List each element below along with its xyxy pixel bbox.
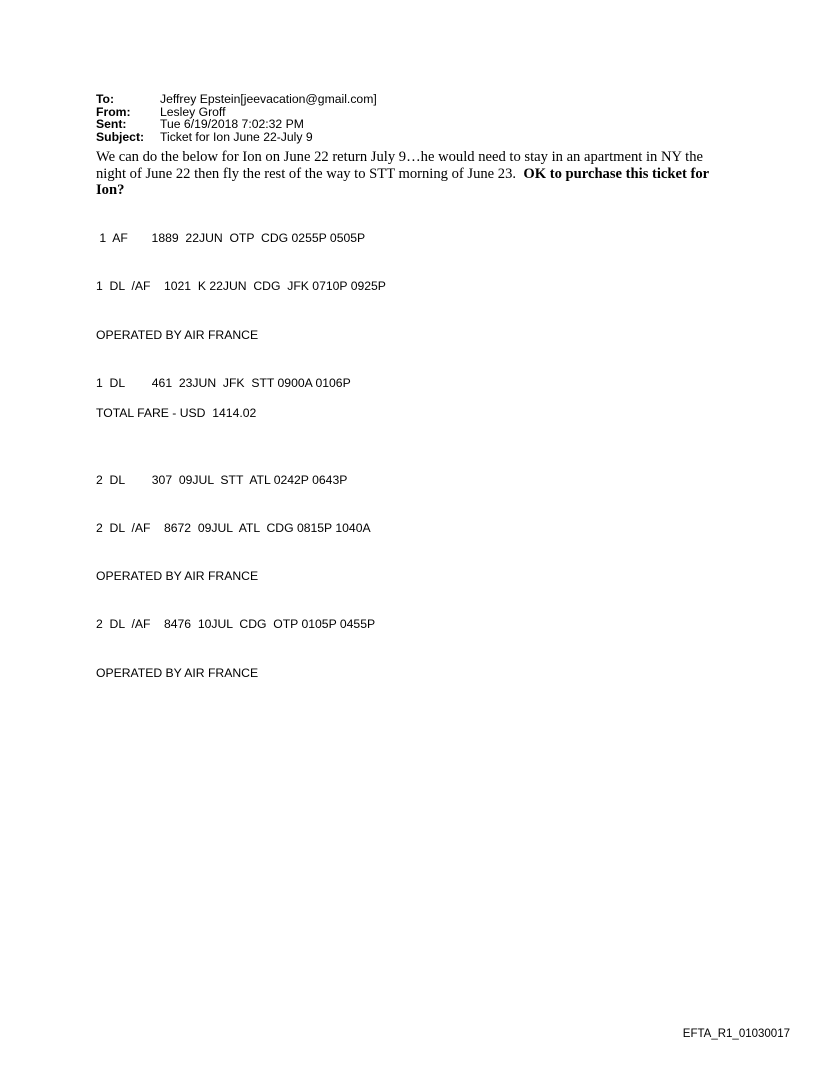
header-to (96, 93, 377, 106)
header-label: Subject: (96, 129, 145, 144)
header-label: Sent: (96, 117, 127, 132)
itinerary-line: 1 DL /AF 1021 K 22JUN CDG JFK 0710P 0925P (96, 279, 386, 294)
header-subject (96, 131, 377, 144)
itinerary-line: 1 DL 461 23JUN JFK STT 0900A 0106P (96, 376, 351, 391)
body-text: We can do the below for Ion on June 22 return July 9…he would need to stay in an apartment in NY the night of June 22 then fly the rest of the way to STT morning of June 23. (96, 149, 704, 182)
header-value: Lesley Groff (160, 104, 226, 119)
total-fare: TOTAL FARE - USD 1414.02 (96, 406, 257, 420)
header-value: Jeffrey Epstein[jeevacation@gmail.com] (160, 92, 377, 106)
itinerary-line: 2 DL 307 09JUL STT ATL 0242P 0643P (96, 472, 348, 487)
email-body (96, 149, 736, 199)
itinerary-line: OPERATED BY AIR FRANCE (96, 665, 259, 680)
header-sent (96, 118, 377, 131)
header-label: To: (96, 92, 115, 106)
body-emphasis: OK to purchase this ticket for Ion? (96, 165, 709, 198)
header-value: Tue 6/19/2018 7:02:32 PM (160, 117, 304, 132)
header-label: From: (96, 104, 131, 119)
email-headers (96, 93, 377, 143)
header-value: Ticket for Ion June 22-July 9 (160, 129, 313, 144)
itinerary-line: 1 AF 1889 22JUN OTP CDG 0255P 0505P (96, 231, 366, 246)
itinerary-line: 2 DL /AF 8672 09JUL ATL CDG 0815P 1040A (96, 520, 371, 535)
itinerary-line: OPERATED BY AIR FRANCE (96, 569, 259, 584)
itinerary (96, 198, 386, 713)
itinerary-line: OPERATED BY AIR FRANCE (96, 327, 259, 342)
document-id: EFTA_R1_01030017 (682, 1028, 790, 1040)
itinerary-line: 2 DL /AF 8476 10JUL CDG OTP 0105P 0455P (96, 617, 376, 632)
itinerary-gap (96, 423, 386, 439)
